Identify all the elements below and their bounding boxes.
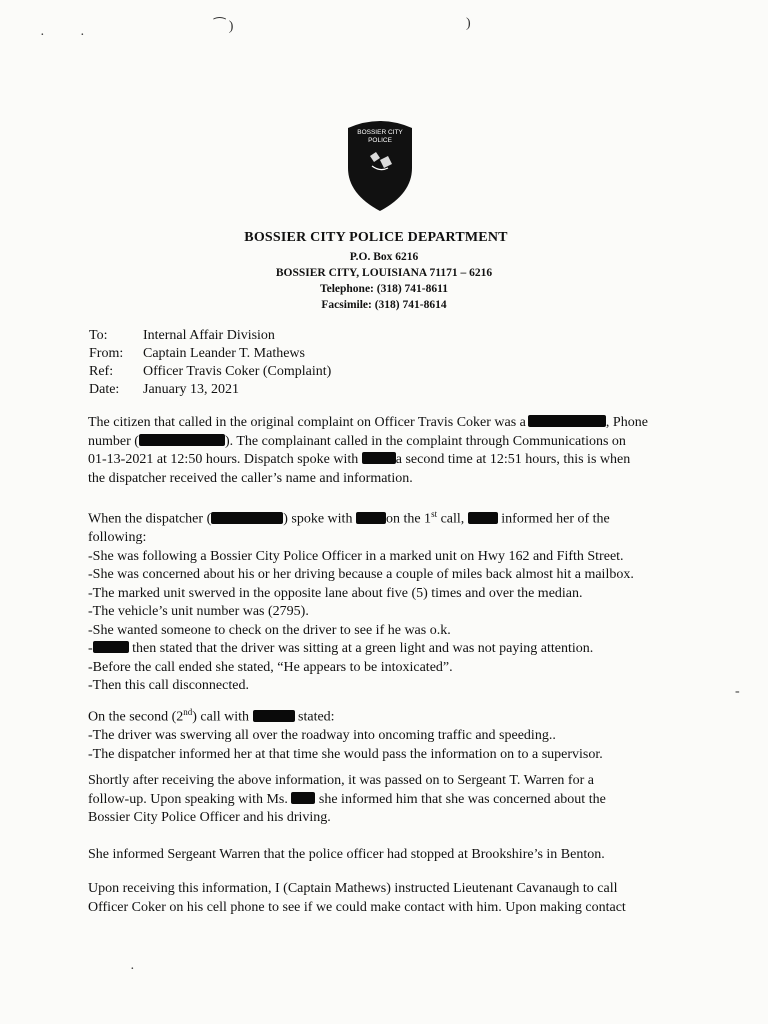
text-line: Shortly after receiving the above information, it was passed on to Sergeant T. Warren for a [88, 773, 594, 788]
redaction-bar [253, 710, 295, 722]
scan-speck: ⁀ ) [214, 19, 234, 34]
text-span: stated: [298, 709, 335, 725]
text-span: The citizen that called in the original complaint on Officer Travis Coker was a [88, 415, 526, 430]
badge-text-bottom: POLICE [368, 137, 392, 144]
redaction-bar [291, 792, 315, 804]
text-span: on the 1 [385, 511, 432, 527]
text-span: ). The complainant called in the complaint through Communications on [224, 433, 626, 449]
paragraph-complaint [88, 414, 688, 488]
text-line: She informed Sergeant Warren that the police officer had stopped at Brookshire’s in Benton. [88, 847, 605, 862]
memo-from [89, 345, 331, 363]
department-name: BOSSIER CITY POLICE DEPARTMENT [244, 230, 508, 245]
memo-date [89, 381, 331, 399]
text-span: , Phone [605, 415, 648, 430]
scan-speck: - [735, 684, 740, 699]
bullet-line: -Before the call ended she stated, “He appears to be intoxicated”. [88, 659, 453, 675]
memo-label: From: [89, 346, 124, 361]
text-line: following: [88, 530, 147, 546]
text-line: Bossier City Police Officer and his driving. [88, 810, 331, 825]
memo-value: Captain Leander T. Mathews [143, 346, 305, 361]
redaction-bar [468, 512, 498, 524]
text-span: number ( [88, 433, 139, 449]
redaction-bar [356, 512, 386, 524]
redaction-bar [362, 452, 396, 464]
memo-label: Date: [89, 382, 120, 397]
po-box: P.O. Box 6216 [349, 251, 419, 263]
paragraph-contact [88, 880, 688, 917]
text-span: a second time at 12:51 hours, this is when [395, 452, 631, 467]
bullet-line: -The driver was swerving all over the roadway into oncoming traffic and speeding.. [88, 728, 556, 744]
text-span: ) call with [192, 709, 250, 725]
scan-speck: ) [466, 16, 471, 31]
memo-value: January 13, 2021 [143, 382, 240, 397]
bullet-line: -She was following a Bossier City Police Officer in a marked unit on Hwy 162 and Fifth Street. [88, 548, 624, 564]
superscript: nd [183, 707, 193, 717]
redaction-bar [528, 415, 606, 427]
superscript: st [431, 509, 438, 519]
bullet-line: -The vehicle’s unit number was (2795). [88, 604, 309, 620]
memo-value: Internal Affair Division [143, 328, 275, 343]
text-span: When the dispatcher ( [88, 511, 212, 527]
scan-speck: · [80, 28, 85, 43]
paragraph-second-call [88, 703, 688, 764]
text-span: follow-up. Upon speaking with Ms. [88, 791, 288, 807]
text-span: call, [437, 511, 465, 527]
text-line: the dispatcher received the caller’s name and information. [88, 470, 413, 486]
paragraph-first-call [88, 505, 688, 696]
text-span: 01-13-2021 at 12:50 hours. Dispatch spoke with [88, 452, 359, 467]
redaction-bar [211, 512, 283, 524]
paragraph-brookshires [88, 846, 688, 865]
text-span: informed her of the [501, 511, 610, 527]
city-line: BOSSIER CITY, LOUISIANA 71171 – 6216 [275, 267, 493, 279]
bullet-line: -The marked unit swerved in the opposite lane about five (5) times and over the median. [88, 585, 583, 601]
text-line: Officer Coker on his cell phone to see if we could make contact with him. Upon making contact [88, 899, 626, 915]
text-span: - [88, 641, 93, 657]
text-span: ) spoke with [283, 511, 353, 527]
telephone: Telephone: (318) 741-8611 [320, 283, 448, 295]
memo-ref [89, 363, 331, 381]
paragraph-followup [88, 772, 688, 828]
bullet-line: -She was concerned about his or her driving because a couple of miles back almost hit a mailbox. [88, 567, 634, 583]
memo-header [89, 327, 331, 399]
letterhead [0, 230, 768, 313]
memo-label: Ref: [89, 364, 114, 379]
text-span: then stated that the driver was sitting at a green light and was not paying attention. [132, 641, 594, 657]
redaction-bar [93, 641, 129, 653]
facsimile: Facsimile: (318) 741-8614 [321, 299, 447, 311]
text-span: she informed him that she was concerned about the [318, 791, 606, 807]
memo-value: Officer Travis Coker (Complaint) [143, 364, 332, 379]
memo-to [89, 327, 331, 345]
bullet-line: -She wanted someone to check on the driver to see if he was o.k. [88, 622, 451, 638]
text-span: On the second (2 [88, 709, 184, 725]
scan-speck: · [40, 28, 45, 43]
text-line: Upon receiving this information, I (Captain Mathews) instructed Lieutenant Cavanaugh to call [88, 881, 618, 896]
scan-speck: · [130, 962, 135, 977]
police-badge-logo [344, 116, 416, 212]
bullet-line: -Then this call disconnected. [88, 678, 249, 694]
redaction-bar [139, 434, 225, 446]
badge-text-top: BOSSIER CITY [357, 129, 403, 136]
memo-label: To: [89, 328, 108, 343]
bullet-line: -The dispatcher informed her at that time she would pass the information on to a supervisor. [88, 746, 603, 762]
